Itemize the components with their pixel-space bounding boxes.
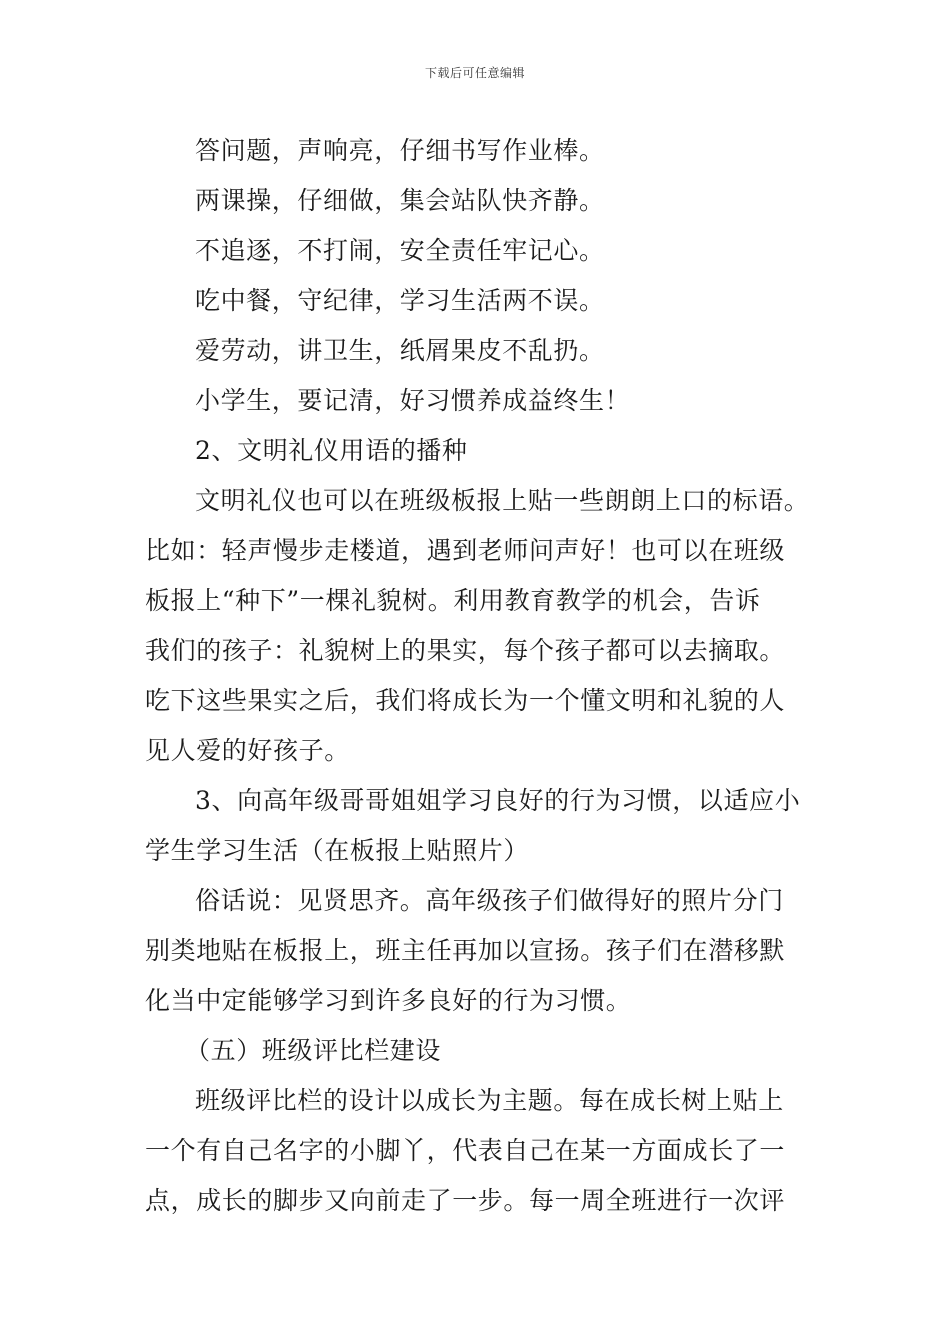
section-heading: 3、向高年级哥哥姐姐学习良好的行为习惯，以适应小 — [195, 786, 801, 815]
paragraph-line: 一个有自己名字的小脚丫，代表自己在某一方面成长了一 — [145, 1136, 786, 1165]
rhyme-line: 两课操，仔细做，集会站队快齐静。 — [195, 186, 605, 215]
paragraph-line: 吃下这些果实之后，我们将成长为一个懂文明和礼貌的人 — [145, 686, 786, 715]
paragraph-line: 别类地贴在板报上，班主任再加以宣扬。孩子们在潜移默 — [145, 936, 786, 965]
section-heading: 2、文明礼仪用语的播种 — [195, 436, 468, 465]
section-heading: 学生学习生活（在板报上贴照片） — [145, 836, 530, 865]
section-heading: （五）班级评比栏建设 — [185, 1036, 442, 1065]
paragraph-line: 比如：轻声慢步走楼道，遇到老师问声好！也可以在班级 — [145, 536, 786, 565]
document-body — [145, 126, 813, 1226]
rhyme-line: 答问题，声响亮，仔细书写作业棒。 — [195, 136, 605, 165]
rhyme-line: 吃中餐，守纪律，学习生活两不误。 — [195, 286, 605, 315]
rhyme-line: 不追逐，不打闹，安全责任牢记心。 — [195, 236, 605, 265]
paragraph-line: 化当中定能够学习到许多良好的行为习惯。 — [145, 986, 632, 1015]
paragraph-line: 文明礼仪也可以在班级板报上贴一些朗朗上口的标语。 — [195, 486, 810, 515]
paragraph-line: 点，成长的脚步又向前走了一步。每一周全班进行一次评 — [145, 1186, 786, 1215]
paragraph-line: 班级评比栏的设计以成长为主题。每在成长树上贴上 — [195, 1086, 784, 1115]
rhyme-line: 爱劳动，讲卫生，纸屑果皮不乱扔。 — [195, 336, 605, 365]
paragraph-line: 见人爱的好孩子。 — [145, 736, 350, 765]
paragraph-line: 板报上“种下”一棵礼貌树。利用教育教学的机会，告诉 — [145, 586, 761, 615]
paragraph-line: 俗话说：见贤思齐。高年级孩子们做得好的照片分门 — [195, 886, 784, 915]
rhyme-line: 小学生，要记清，好习惯养成益终生！ — [195, 386, 631, 415]
paragraph-line: 我们的孩子：礼貌树上的果实，每个孩子都可以去摘取。 — [145, 636, 786, 665]
page-header: 下载后可任意编辑 — [424, 66, 525, 80]
